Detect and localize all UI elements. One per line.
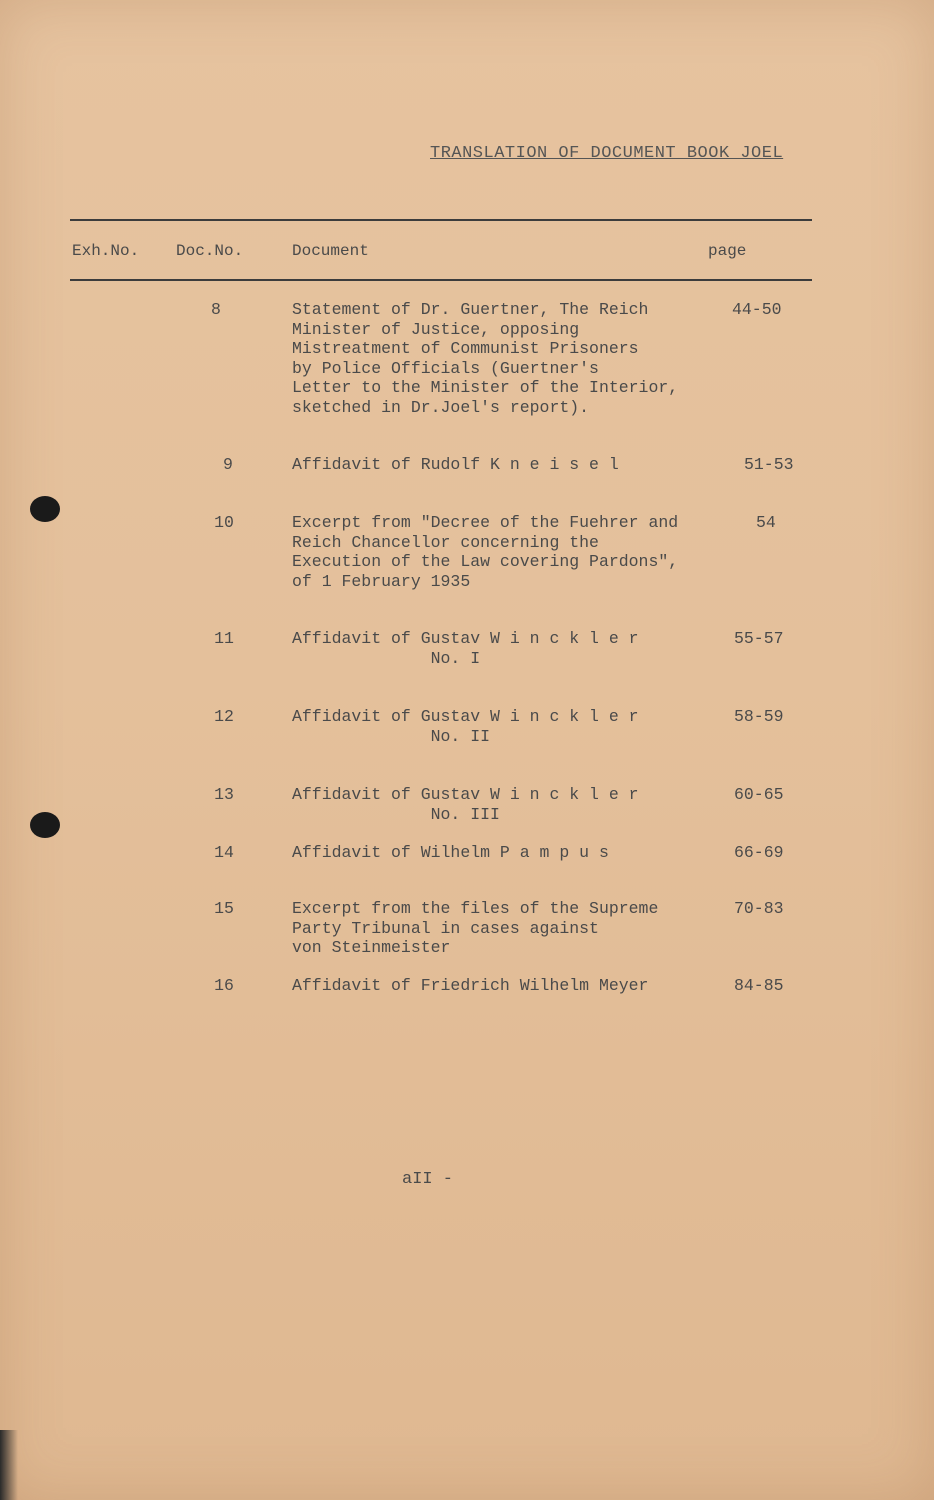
page-number: aII - xyxy=(402,1170,454,1189)
document-description: Affidavit of Friedrich Wilhelm Meyer xyxy=(292,976,649,995)
column-header-page: page xyxy=(708,242,747,260)
column-header-document: Document xyxy=(292,242,369,260)
page-range: 58-59 xyxy=(734,707,784,726)
page-range: 84-85 xyxy=(734,976,784,995)
doc-number: 14 xyxy=(214,843,234,862)
page-range: 70-83 xyxy=(734,899,784,918)
doc-number: 10 xyxy=(214,513,234,532)
document-description: Statement of Dr. Guertner, The Reich Minister of Justice, opposing Mistreatment of Communist Prisoners by Police Officials (Guertner's Letter to the Minister of the Interior, sketched in Dr.Joel's report). xyxy=(292,300,679,417)
doc-number: 9 xyxy=(223,455,233,474)
column-header-doc-no: Doc.No. xyxy=(176,242,244,260)
doc-number: 15 xyxy=(214,899,234,918)
doc-number: 12 xyxy=(214,707,234,726)
document-book-title: TRANSLATION OF DOCUMENT BOOK JOEL xyxy=(430,144,784,163)
document-description: Excerpt from the files of the Supreme Party Tribunal in cases against von Steinmeister xyxy=(292,899,659,957)
top-rule xyxy=(70,219,812,221)
scan-shadow xyxy=(0,1430,18,1500)
page-range: 55-57 xyxy=(734,629,784,648)
document-description: Affidavit of Wilhelm P a m p u s xyxy=(292,843,609,862)
doc-number: 8 xyxy=(211,300,221,319)
doc-number: 11 xyxy=(214,629,234,648)
header-rule xyxy=(70,279,812,281)
page-range: 60-65 xyxy=(734,785,784,804)
column-header-exh-no: Exh.No. xyxy=(72,242,140,260)
page-range: 54 xyxy=(756,513,776,532)
document-description: Affidavit of Gustav W i n c k l e r No. III xyxy=(292,785,639,824)
page-range: 44-50 xyxy=(732,300,782,319)
document-description: Affidavit of Gustav W i n c k l e r No. II xyxy=(292,707,639,746)
doc-number: 16 xyxy=(214,976,234,995)
document-description: Affidavit of Gustav W i n c k l e r No. I xyxy=(292,629,639,668)
punch-hole xyxy=(30,496,60,522)
punch-hole xyxy=(30,812,60,838)
page-range: 51-53 xyxy=(744,455,794,474)
document-description: Affidavit of Rudolf K n e i s e l xyxy=(292,455,619,474)
document-description: Excerpt from "Decree of the Fuehrer and Reich Chancellor concerning the Execution of the Law covering Pardons", of 1 February 1935 xyxy=(292,513,679,591)
doc-number: 13 xyxy=(214,785,234,804)
page-range: 66-69 xyxy=(734,843,784,862)
